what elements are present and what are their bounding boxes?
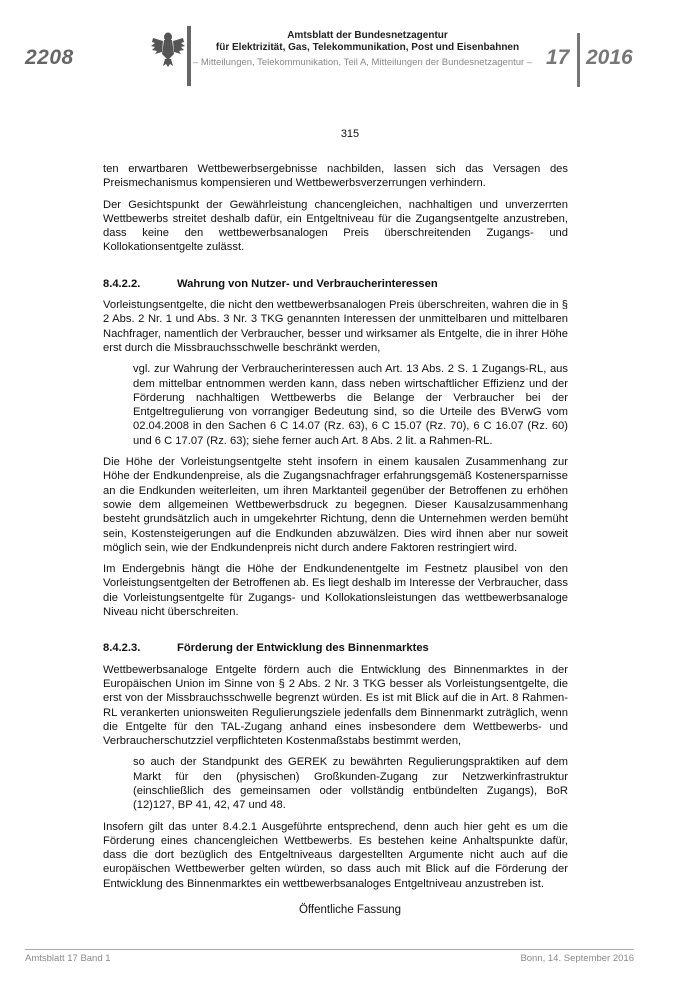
header-title-line2: für Elektrizität, Gas, Telekommunikation, Post und Eisenbahnen bbox=[215, 42, 520, 53]
header-subtitle: – Mitteilungen, Telekommunikation, Teil A, Mitteilungen der Bundesnetzagentur – bbox=[192, 57, 533, 68]
paragraph: Die Höhe der Vorleistungsentgelte steht insofern in einem kausalen Zusammenhang zur Höhe der Endkundenpreise, als die Zugangsnachfrager erfahrungsgemäß Kostenersparnisse an die Endkunden weiterleiten, um ihren Marktanteil gegenüber der Betroffenen zu erhöhen sowie dem allgemeinen Wettbewerbsdruck zu begegnen. Dieser Kausalzusammenhang besteht grundsätzlich auch in umgekehrter Richtung, denn die Unternehmen werden bemüht sein, Kostensteigerungen auf die Endkunden abzuwälzen. Dies wird ihnen aber nur soweit möglich sein, wie der Endkundenpreis nicht durch andere Faktoren restringiert wird. bbox=[103, 456, 568, 554]
header-divider bbox=[577, 33, 580, 87]
document-page-number: 315 bbox=[340, 128, 360, 140]
document-body bbox=[103, 162, 568, 898]
header-issue-number: 17 bbox=[546, 46, 570, 69]
section-number: 8.4.2.3. bbox=[103, 642, 141, 655]
paragraph: Wettbewerbsanaloge Entgelte fördern auch die Entwicklung des Binnenmarktes in der Europäischen Union im Sinne von § 2 Abs. 2 Nr. 3 TKG besser als Vorleistungsentgelte, die erst von der Missbrauchsschwelle begrenzt würden. Es ist mit Blick auf die in Art. 8 Rahmen-RL verankerten unionsweiten Regulierungsziele jedenfalls dem Binnenmarkt zuträglich, wenn die Entgelte für den TAL-Zugang anhand eines insbesondere dem Wettbewerbs- und Verbraucherschutzziel verpflichteten Kostenmaßstabs bestimmt werden, bbox=[103, 663, 568, 748]
federal-eagle-icon bbox=[150, 28, 186, 68]
paragraph: ten erwartbaren Wettbewerbsergebnisse nachbilden, lassen sich das Versagen des Preismechanismus kompensieren und Wettbewerbsverzerrungen verhindern. bbox=[103, 163, 568, 190]
quote-block: vgl. zur Wahrung der Verbraucherinteressen auch Art. 13 Abs. 2 S. 1 Zugangs-RL, aus dem mittelbar entnommen werden kann, dass neben wirtschaftlicher Effizienz und der Förderung nachhaltigen Wettbewerbs die Belange der Verbraucher bei der Entgeltregulierung von vorrangiger Bedeutung sind, so die Urteile des BVerwG vom 02.04.2008 in den Sachen 6 C 14.07 (Rz. 63), 6 C 15.07 (Rz. 70), 6 C 16.07 (Rz. 60) und 6 C 17.07 (Rz. 63); siehe ferner auch Art. 8 Abs. 2 lit. a Rahmen-RL. bbox=[133, 363, 568, 447]
footer-right: Bonn, 14. September 2016 bbox=[520, 953, 634, 964]
paragraph: Der Gesichtspunkt der Gewährleistung chancengleichen, nachhaltigen und unverzerrten Wettbewerbs streitet deshalb dafür, ein Entgeltniveau für die Zugangsentgelte anzustreben, dass keine den wettbewerbsanalogen Preis überschreitenden Zugangs- und Kollokationsentgelte zulässt. bbox=[103, 198, 568, 254]
footer-divider bbox=[25, 949, 634, 950]
paragraph: Vorleistungsentgelte, die nicht den wettbewerbsanalogen Preis überschreiten, wahren die in § 2 Abs. 2 Nr. 1 und Abs. 3 Nr. 3 TKG genannten Interessen der unmittelbaren und mittelbaren Nachfrager, namentlich der Verbraucher, besser und wirksamer als Entgelte, die in ihrer Höhe erst durch die Missbrauchsschwelle beschränkt werden, bbox=[103, 299, 568, 354]
section-title: Förderung der Entwicklung des Binnenmarktes bbox=[177, 642, 429, 655]
header-page-number: 2208 bbox=[25, 46, 74, 69]
paragraph: Insofern gilt das unter 8.4.2.1 Ausgeführte entsprechend, denn auch hier geht es um die Förderung eines chancengleichen Wettbewerbs. Es bestehen keine Anhaltspunkte dafür, dass die dort bezüglich des Entgeltniveaus dargestellten Argumente nicht auch auf die europäischen Wettbewerber gelten würden, so dass auch mit Blick auf die Förderung der Entwicklung des Binnenmarktes ein wettbewerbsanaloges Entgeltniveau anzustreben ist. bbox=[103, 820, 568, 890]
version-label: Öffentliche Fassung bbox=[298, 904, 402, 916]
paragraph: Im Endergebnis hängt die Höhe der Endkundenentgelte im Festnetz plausibel von den Vorleistungsentgelten der Betroffenen ab. Es liegt deshalb im Interesse der Verbraucher, dass die Vorleistungsentgelte für Zugangs- und Kollokationsleistungen das wettbewerbsanaloge Niveau nicht überschreiten. bbox=[103, 563, 568, 619]
header-year: 2016 bbox=[586, 46, 633, 69]
header-accent-bar bbox=[187, 26, 191, 86]
header-title-line1: Amtsblatt der Bundesnetzagentur bbox=[287, 30, 448, 41]
footer-left: Amtsblatt 17 Band 1 bbox=[25, 953, 111, 964]
header-title bbox=[210, 30, 525, 54]
section-heading bbox=[103, 641, 568, 655]
section-number: 8.4.2.2. bbox=[103, 277, 141, 290]
section-title: Wahrung von Nutzer- und Verbraucherinteressen bbox=[177, 277, 438, 290]
quote-block: so auch der Standpunkt des GEREK zu bewährten Regulierungspraktiken auf dem Markt für den (physischen) Großkunden-Zugang zur Netzwerkinfrastruktur (einschließlich des gemeinsamen oder vollständig entbündelten Zugangs), BoR (12)127, BP 41, 42, 47 und 48. bbox=[133, 756, 568, 812]
section-heading bbox=[103, 277, 568, 291]
